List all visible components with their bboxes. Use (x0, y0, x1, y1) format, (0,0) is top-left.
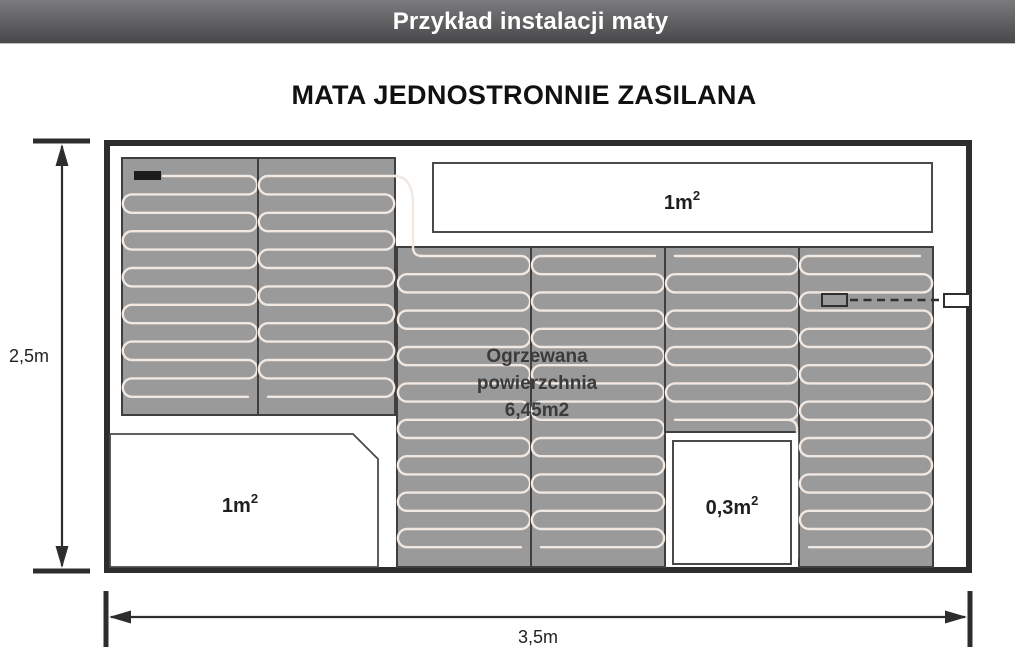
heated-area-line3: 6,45m2 (504, 400, 570, 421)
width-dimension (106, 591, 970, 647)
arrow-down-icon (56, 546, 69, 568)
arrow-left-icon (109, 611, 131, 624)
header-title: Przykład instalacji maty (392, 7, 669, 35)
clearance-bottom-left-label: $1m^2$ (221, 491, 259, 517)
diagram-title: MATA JEDNOSTRONNIE ZASILANA (291, 80, 757, 110)
clearance-top-label: $1m^2$ (663, 188, 701, 214)
arrow-right-icon (945, 611, 967, 624)
power-connector-icon (134, 171, 161, 180)
cutout-label: $0,3m^2$ (705, 493, 759, 519)
wall-connection-box (944, 294, 970, 307)
width-dimension-label: 3,5m (517, 627, 559, 647)
height-dimension (9, 141, 90, 571)
heating-mat-column (799, 247, 933, 567)
height-dimension-label: 2,5m (8, 346, 50, 366)
arrow-up-icon (56, 144, 69, 166)
heated-area-line2: powierzchnia (476, 373, 598, 394)
heated-area-line1: Ogrzewana (486, 346, 588, 367)
